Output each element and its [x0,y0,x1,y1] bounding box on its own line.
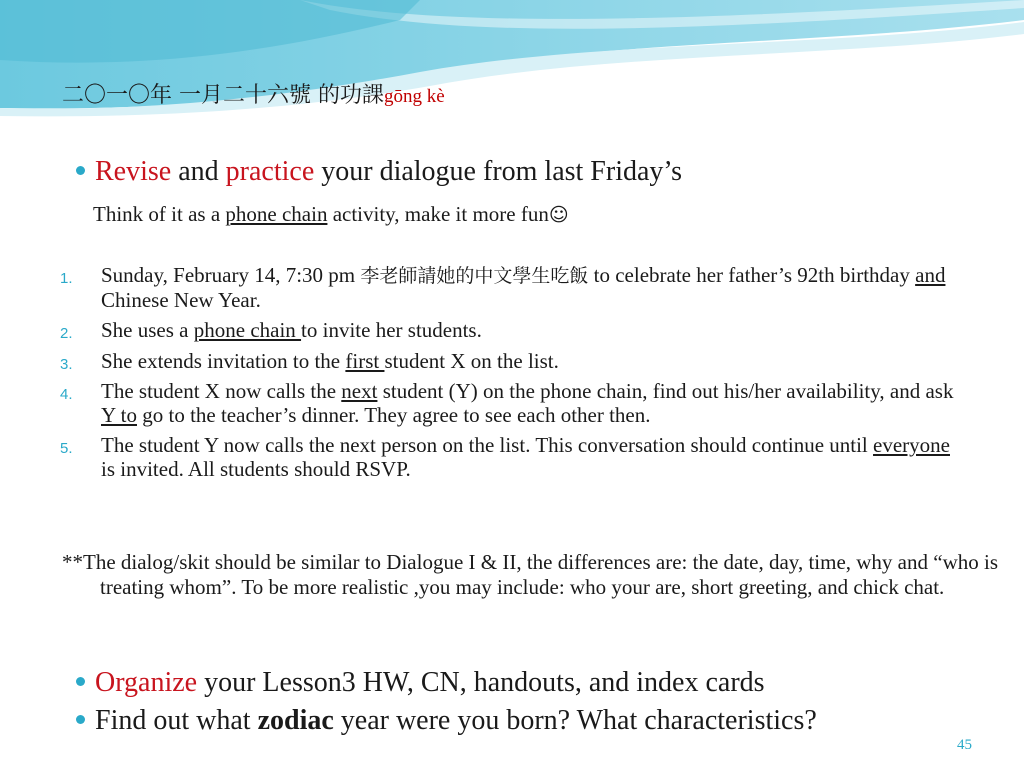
list-text: to celebrate her father’s 92th birthday [588,263,916,287]
list-underlined: Y to [101,402,137,427]
phone-chain-underlined: phone chain [225,202,328,226]
list-underlined: next [341,379,378,403]
bullet-dot-icon [76,166,85,175]
list-number: 4. [60,386,73,403]
bullet-text: Find out what [95,705,258,736]
smiley-icon: ☺ [548,204,569,226]
list-item [60,434,960,481]
list-item [60,380,960,427]
list-text: Chinese New Year. [101,287,261,312]
list-text: She uses a [101,318,194,342]
dialog-note: **The dialog/skit should be similar to Dialogue I & II, the differences are: the date, day, time, why and “who is treating whom”. To be more realistic ,you may include: who your are, short greeting, and chick chat. [62,550,998,599]
list-text: go to the teacher’s dinner. They agree to see each other then. [136,402,651,427]
bullet-dot-icon [76,677,85,686]
list-text: to invite her students. [301,318,482,342]
bullet-revise-word: Revise [95,156,172,187]
list-number: 5. [60,440,73,457]
subline-text: activity, make it more fun [327,202,549,226]
bullet-dot-icon [76,715,85,724]
page-number: 45 [957,737,972,753]
list-text: The student Y now calls the next person on the list. This conversation should continue until [101,433,874,457]
list-item [60,319,960,343]
subline-text: Think of it as a [93,202,226,226]
list-underlined: everyone [873,433,950,457]
bullet-organize-word: Organize [95,667,198,698]
bullet-zodiac-word: zodiac [257,705,334,736]
list-text: student X on the list. [384,348,559,373]
bullet-zodiac [76,704,817,738]
list-number: 1. [60,270,73,287]
bullet-organize [76,666,765,700]
bullet-practice-word: practice [225,156,315,187]
list-text: is invited. All students should RSVP. [101,456,411,481]
list-underlined: first [345,348,385,373]
numbered-list [60,264,960,488]
bullet-text: year were you born? What characteristics? [333,705,817,736]
list-item [60,350,960,374]
list-text: student (Y) on the phone chain, find out his/her availability, and ask [377,379,954,403]
list-item [60,264,960,312]
bullet-text: your dialogue from last Friday’s [314,156,683,187]
title-pinyin: gōng kè [384,86,445,107]
title-chinese-date: 二〇一〇年 一月二十六號 的功課 [62,83,384,108]
list-text: The student X now calls the [101,379,342,403]
list-underlined: phone chain [193,318,302,342]
list-text: Sunday, February 14, 7:30 pm [101,263,361,287]
list-text: She extends invitation to the [101,348,346,373]
bullet-revise [76,155,682,189]
bullet-text: your Lesson3 HW, CN, handouts, and index cards [197,667,765,698]
list-number: 2. [60,325,73,342]
list-underlined: and [915,263,946,287]
list-number: 3. [60,355,73,373]
bullet-text: and [171,156,226,187]
slide-title [62,80,445,112]
list-chinese-text: 李老師請她的中文學生吃飯 [360,265,589,287]
subline-phone-chain [93,200,569,229]
